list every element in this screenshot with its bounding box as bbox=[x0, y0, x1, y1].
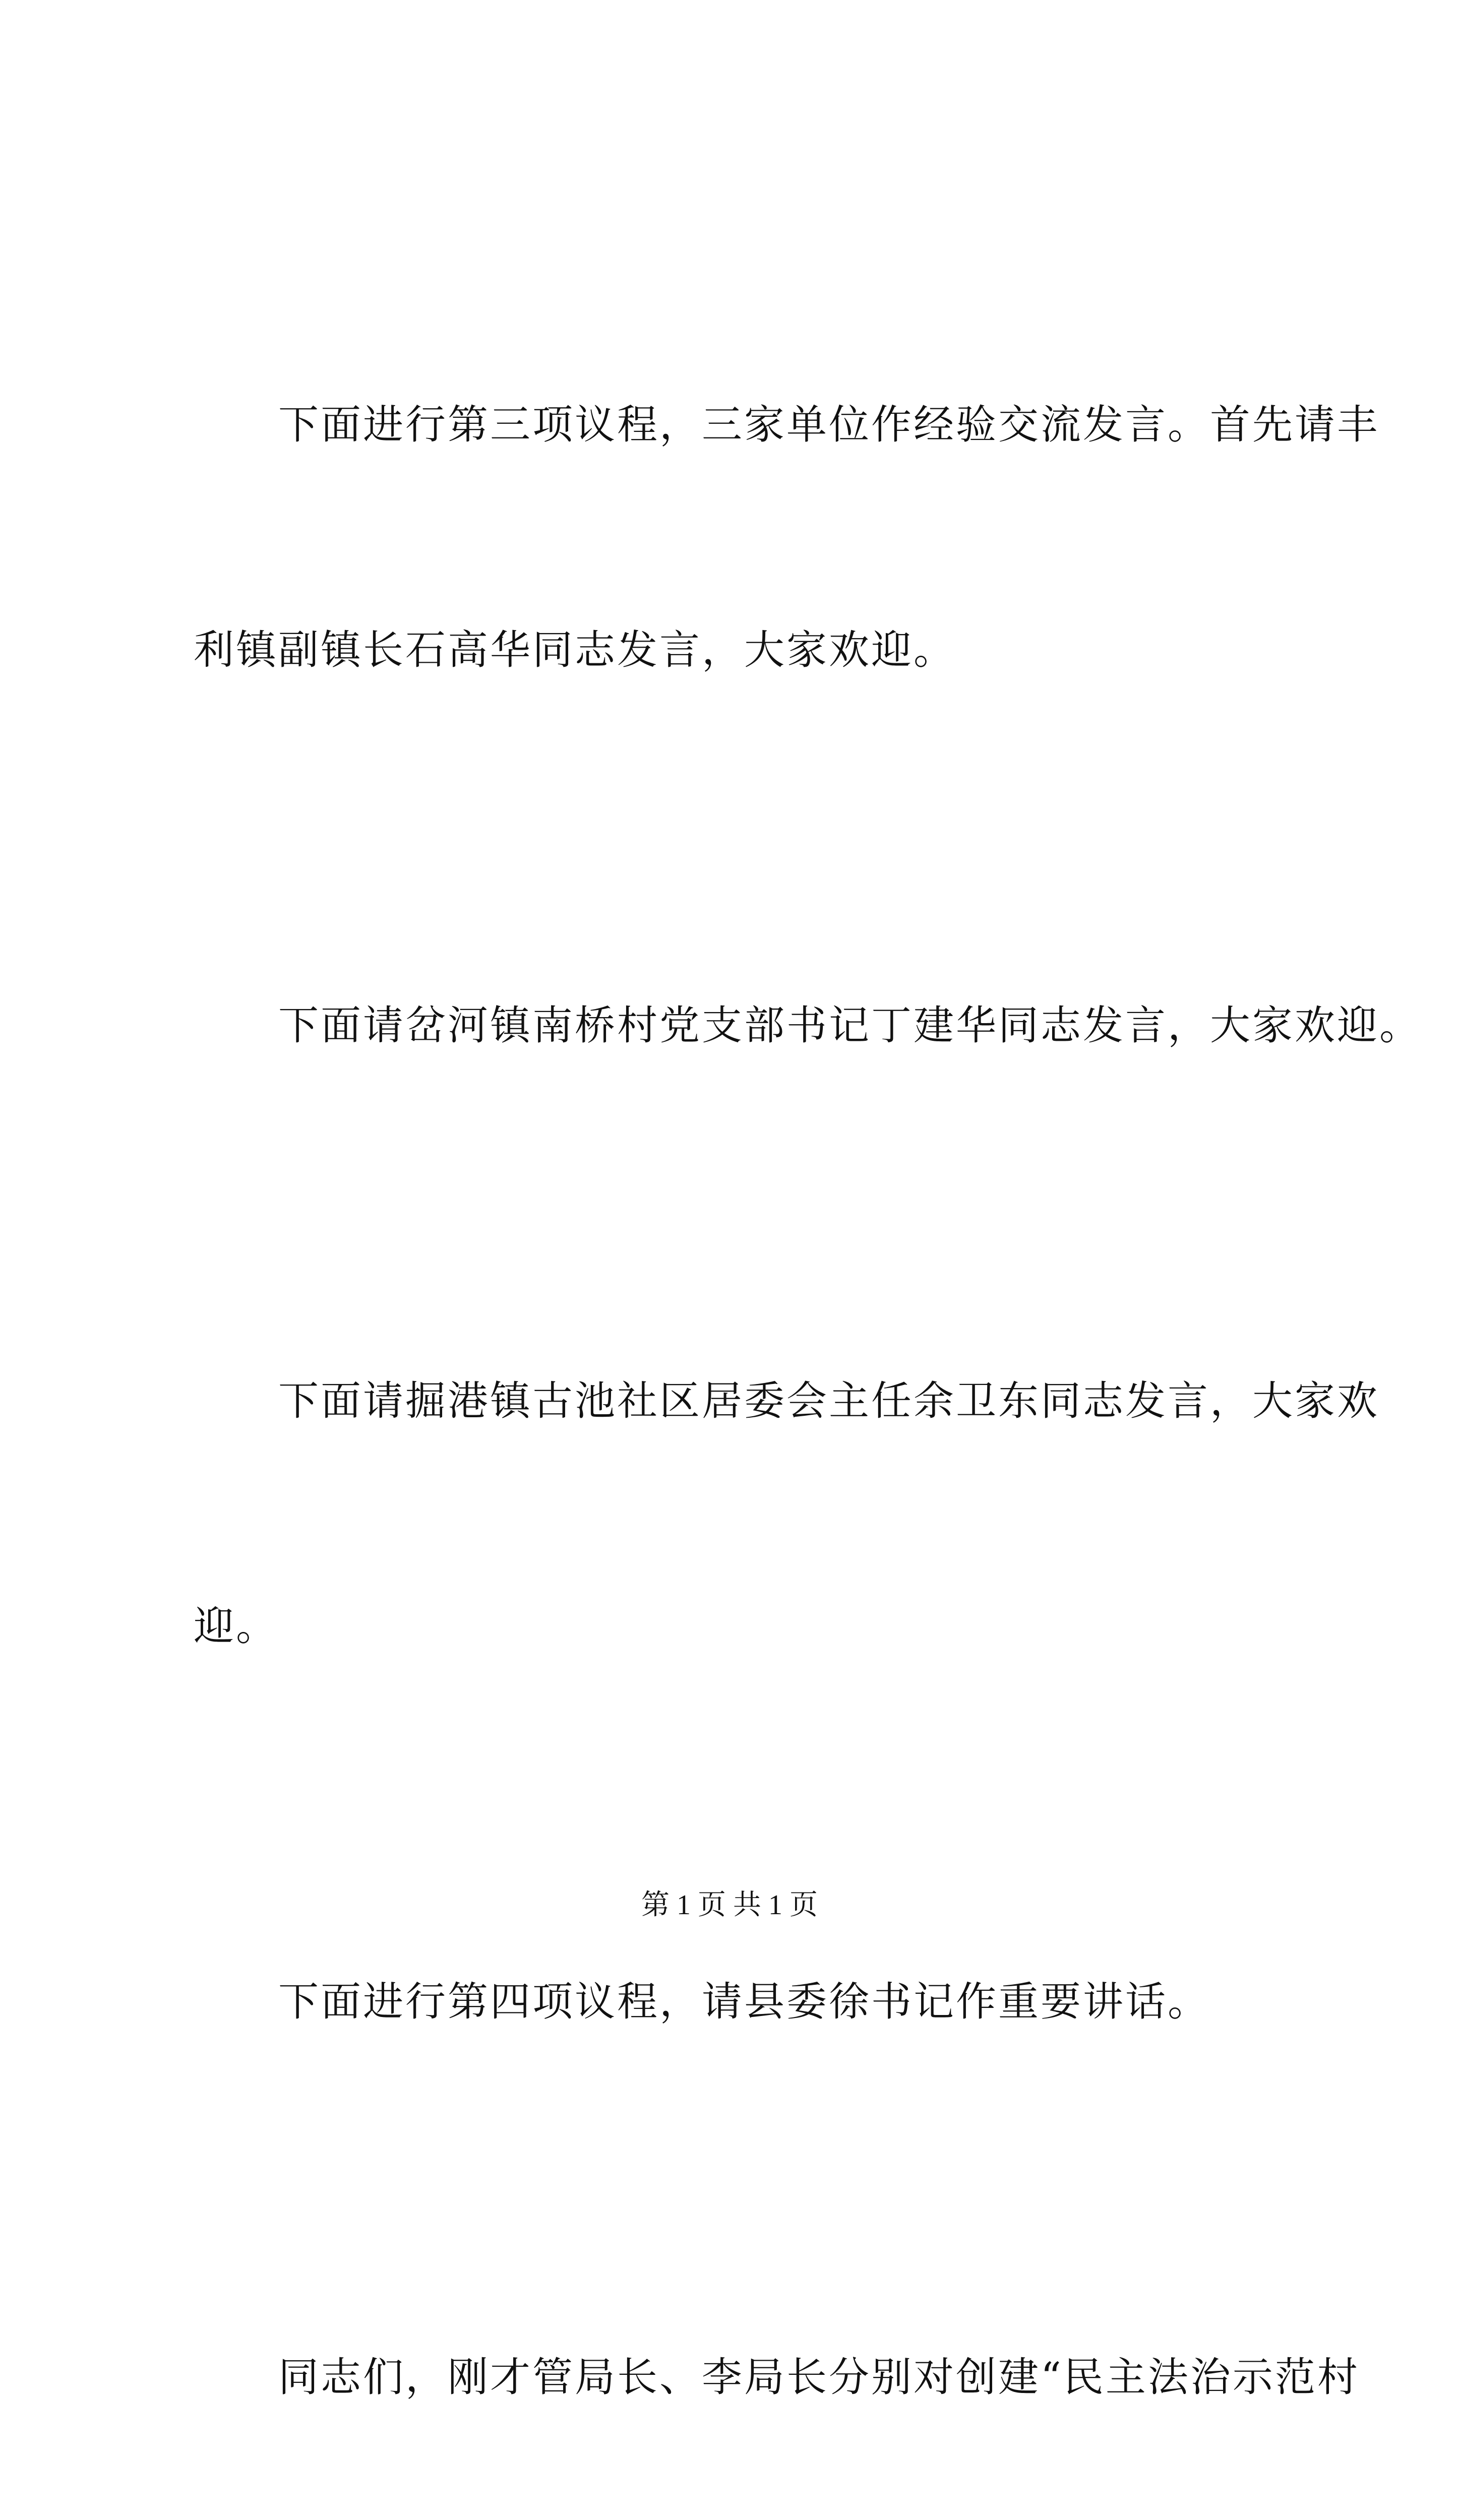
paragraph-agenda-item-4 bbox=[194, 1814, 1303, 2189]
paragraph-summary bbox=[194, 2189, 1360, 2520]
paragraph-agenda-item-3 bbox=[194, 237, 1379, 838]
page-number-footer: 第 1 页 共 1 页 bbox=[641, 1889, 818, 1921]
paragraph-line: 下面请掘港镇古池社区居委会主任余卫东同志发言，大家欢 bbox=[278, 1377, 1379, 1424]
paragraph-line: 迎。 bbox=[194, 1603, 278, 1650]
paragraph-line: 下面进行第三项议程，三家单位作经验交流发言。首先请丰 bbox=[278, 401, 1379, 448]
document-body bbox=[194, 237, 1422, 2520]
paragraph-speaker-3 bbox=[194, 1213, 1379, 1814]
paragraph-line: 下面进行第四项议程，请县委徐书记作重要讲话。 bbox=[278, 1978, 1210, 2025]
paragraph-speaker-2 bbox=[194, 838, 1422, 1213]
paragraph-line: 利镇副镇长石高华同志发言，大家欢迎。 bbox=[194, 626, 956, 673]
paragraph-line: 同志们，刚才管局长、李局长分别对创建“民主法治示范村 bbox=[278, 2354, 1360, 2401]
paragraph-line: 下面请岔河镇南桥村党支部书记丁建华同志发言，大家欢迎。 bbox=[278, 1002, 1422, 1049]
